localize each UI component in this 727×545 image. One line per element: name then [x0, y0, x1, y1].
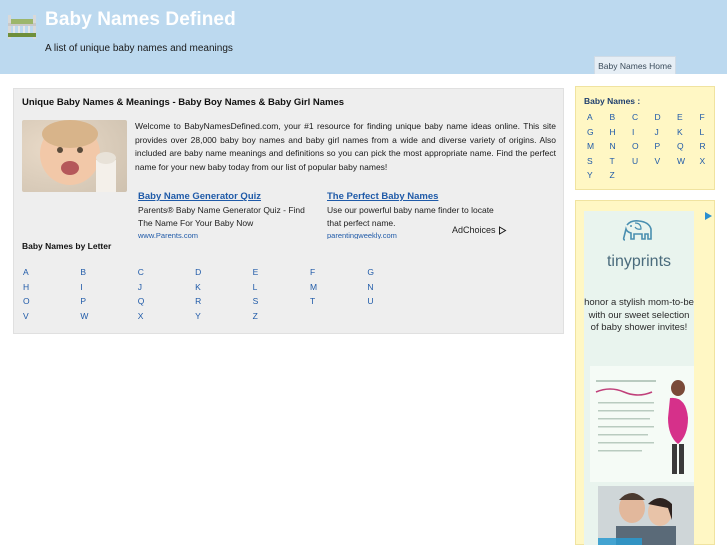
site-title[interactable]: Baby Names Defined [45, 9, 236, 30]
main-letter-o[interactable]: O [23, 296, 30, 306]
main-letter-e[interactable]: E [252, 267, 259, 277]
text-ad-1 [138, 191, 320, 239]
elephant-icon [621, 219, 657, 247]
main-letter-grid [23, 267, 543, 325]
ad-brand-name: tinyprints [606, 253, 672, 270]
main-letter-z[interactable]: Z [252, 310, 258, 321]
main-letter-w[interactable]: W [80, 310, 89, 321]
ad-1-url[interactable]: www.Parents.com [138, 231, 199, 239]
sidebar-letter-x[interactable]: X [699, 155, 706, 166]
sidebar-letter-i[interactable]: I [632, 126, 635, 137]
main-heading: Unique Baby Names & Meanings - Baby Boy Names & Baby Girl Names [22, 97, 345, 108]
main-letter-g[interactable]: G [367, 267, 374, 277]
main-letter-f[interactable]: F [309, 267, 316, 277]
sidebar-letter-t[interactable]: T [609, 155, 615, 166]
sidebar-letter-b[interactable]: B [609, 112, 616, 122]
main-letter-h[interactable]: H [23, 281, 30, 292]
sidebar-letter-q[interactable]: Q [677, 141, 684, 151]
sidebar-letter-m[interactable]: M [587, 141, 595, 151]
main-letter-p[interactable]: P [80, 296, 87, 306]
sidebar-letter-u[interactable]: U [632, 155, 639, 166]
sidebar-letter-l[interactable]: L [699, 126, 705, 137]
sidebar-letter-h[interactable]: H [609, 126, 616, 137]
ad-2-url[interactable]: parentingweekly.com [327, 231, 397, 239]
site-header [0, 0, 727, 74]
ad-choices-label: AdChoices [452, 225, 496, 235]
main-letter-u[interactable]: U [367, 296, 374, 306]
ad-choices-icon [498, 226, 507, 235]
main-letter-k[interactable]: K [195, 281, 201, 292]
main-letter-i[interactable]: I [80, 281, 83, 292]
main-letter-j[interactable]: J [137, 281, 143, 292]
main-letter-y[interactable]: Y [195, 310, 201, 321]
ad-choices[interactable] [452, 225, 507, 235]
main-letter-r[interactable]: R [195, 296, 202, 306]
main-letter-v[interactable]: V [23, 310, 29, 321]
main-letter-b[interactable]: B [80, 267, 87, 277]
main-letter-s[interactable]: S [252, 296, 259, 306]
ad-2-title-link[interactable]: The Perfect Baby Names [327, 191, 439, 202]
sidebar-letter-d[interactable]: D [654, 112, 661, 122]
main-letter-m[interactable]: M [309, 281, 318, 292]
main-content-panel [13, 88, 564, 334]
sidebar-letter-o[interactable]: O [632, 141, 639, 151]
main-letter-n[interactable]: N [367, 281, 374, 292]
ad-1-title-link[interactable]: Baby Name Generator Quiz [138, 191, 262, 202]
main-letter-d[interactable]: D [195, 267, 202, 277]
sidebar-letter-j[interactable]: J [654, 126, 659, 137]
baby-photo [22, 120, 127, 192]
sidebar-letter-v[interactable]: V [654, 155, 661, 166]
ad-2-description: Use our powerful baby name finder to locate that perfect name. [327, 205, 494, 228]
tinyprints-ad[interactable] [584, 211, 694, 545]
sidebar-letter-k[interactable]: K [677, 126, 683, 137]
sidebar-letter-p[interactable]: P [654, 141, 661, 151]
sidebar-letter-g[interactable]: G [587, 126, 594, 137]
sidebar-letter-n[interactable]: N [609, 141, 616, 151]
sidebar-ad-frame [575, 200, 715, 545]
sidebar-letter-z[interactable]: Z [609, 170, 615, 180]
intro-paragraph: Welcome to BabyNamesDefined.com, your #1 resource for finding unique baby name ideas online. This site provides over 28,000 baby boy names and baby girl names from a wide and diverse variety of origins. Also included are baby name meanings and definitions so you can pick the most appropriate name. Find the perfect name for your new baby today from our list of popular baby names! [135, 121, 556, 172]
sidebar-letters-box [575, 86, 715, 190]
nav-home-tab[interactable]: Baby Names Home [594, 56, 676, 74]
couple-photo-image [598, 486, 694, 545]
sidebar-letter-c[interactable]: C [632, 112, 639, 122]
sidebar-letter-r[interactable]: R [699, 141, 706, 151]
main-letter-l[interactable]: L [252, 281, 258, 292]
ad-pitch-text: honor a stylish mom-to-be with our sweet selection of baby shower invites! [584, 297, 694, 333]
main-letter-q[interactable]: Q [137, 296, 145, 306]
sidebar-letter-e[interactable]: E [677, 112, 683, 122]
sidebar-letter-a[interactable]: A [587, 112, 593, 122]
sidebar-heading: Baby Names : [584, 96, 641, 106]
sidebar-letter-w[interactable]: W [677, 155, 686, 166]
invitation-card-image [590, 366, 694, 482]
ad-1-description: Parents® Baby Name Generator Quiz - Find The Name For Your Baby Now [138, 205, 305, 228]
sidebar-letter-grid [587, 112, 722, 185]
letters-heading: Baby Names by Letter [22, 241, 112, 251]
sidebar-letter-s[interactable]: S [587, 155, 593, 166]
site-tagline: A list of unique baby names and meanings [45, 43, 233, 54]
ad-info-icon[interactable] [703, 211, 713, 221]
sidebar-letter-y[interactable]: Y [587, 170, 593, 180]
main-letter-a[interactable]: A [23, 267, 29, 277]
sidebar-letter-f[interactable]: F [699, 112, 705, 122]
crib-logo-icon[interactable] [7, 9, 37, 41]
main-letter-c[interactable]: C [137, 267, 144, 277]
main-letter-t[interactable]: T [309, 296, 316, 306]
main-letter-x[interactable]: X [137, 310, 144, 321]
